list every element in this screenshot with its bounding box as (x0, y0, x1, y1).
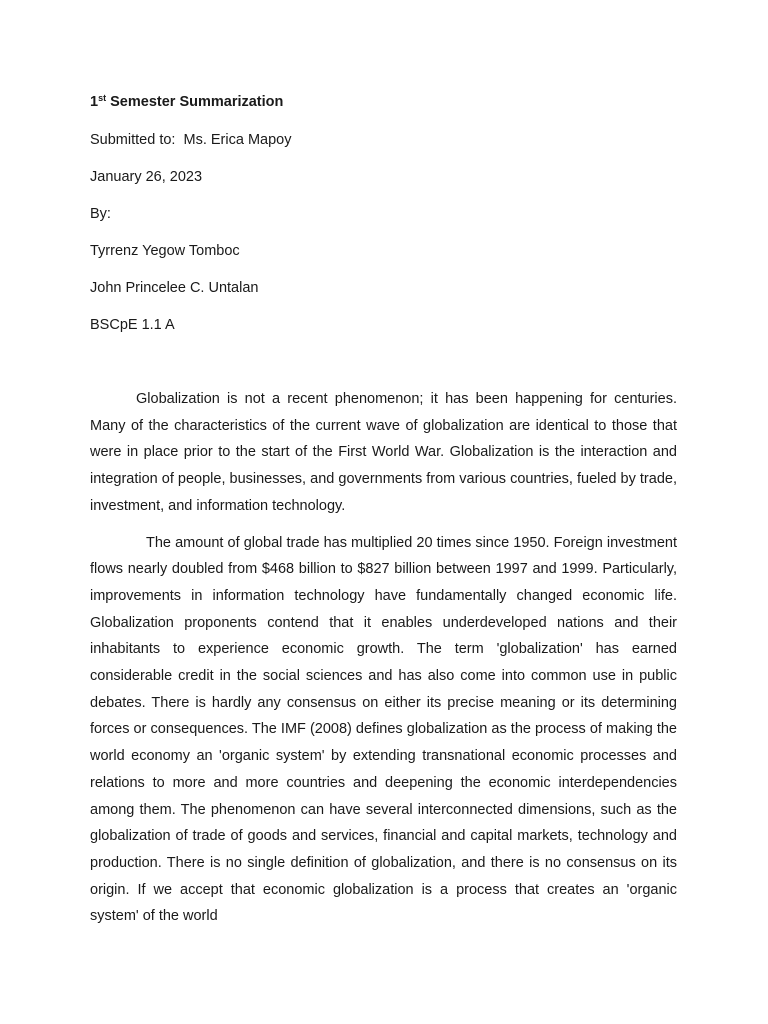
submission-date: January 26, 2023 (90, 169, 203, 185)
author-name: John Princelee C. Untalan (90, 280, 259, 296)
submitted-to: Submitted to: Ms. Erica Mapoy (90, 132, 292, 148)
by-label: By: (90, 206, 111, 222)
body-paragraph: Globalization is not a recent phenomenon; it has been happening for centuries. Many of the characteristics of the current wave of globalization are identical to those that were in place prior to the start of the First World War. Globalization is the interaction and integration of people, businesses, and governments from various countries, fueled by trade, investment, and information technology. (90, 391, 677, 514)
title-ordinal-suffix: st (98, 93, 107, 103)
class-section: BSCpE 1.1 A (90, 317, 175, 333)
title-text: Semester Summarization (106, 94, 284, 110)
author-name: Tyrrenz Yegow Tomboc (90, 243, 240, 259)
title-number: 1 (90, 94, 99, 110)
document-title (90, 92, 690, 112)
document-header (90, 92, 690, 333)
document-body (90, 386, 677, 940)
body-paragraph: The amount of global trade has multiplied 20 times since 1950. Foreign investment flows nearly doubled from $468 billion to $827 billion between 1997 and 1999. Particularly, improvements in information technology have fundamentally changed economic life. Globalization proponents contend that it enables underdeveloped nations and their inhabitants to experience economic growth. The term 'globalization' has earned considerable credit in the social sciences and has also come into common use in public debates. There is hardly any consensus on either its precise meaning or its determining forces or consequences. The IMF (2008) defines globalization as the process of making the world economy an 'organic system' by extending transnational economic processes and relations to more and more countries and deepening the economic interdependencies among them. The phenomenon can have several interconnected dimensions, such as the globalization of trade of goods and services, financial and capital markets, technology and production. There is no single definition of globalization, and there is no consensus on its origin. If we accept that economic globalization is a process that creates an 'organic system' of the world (90, 534, 677, 925)
